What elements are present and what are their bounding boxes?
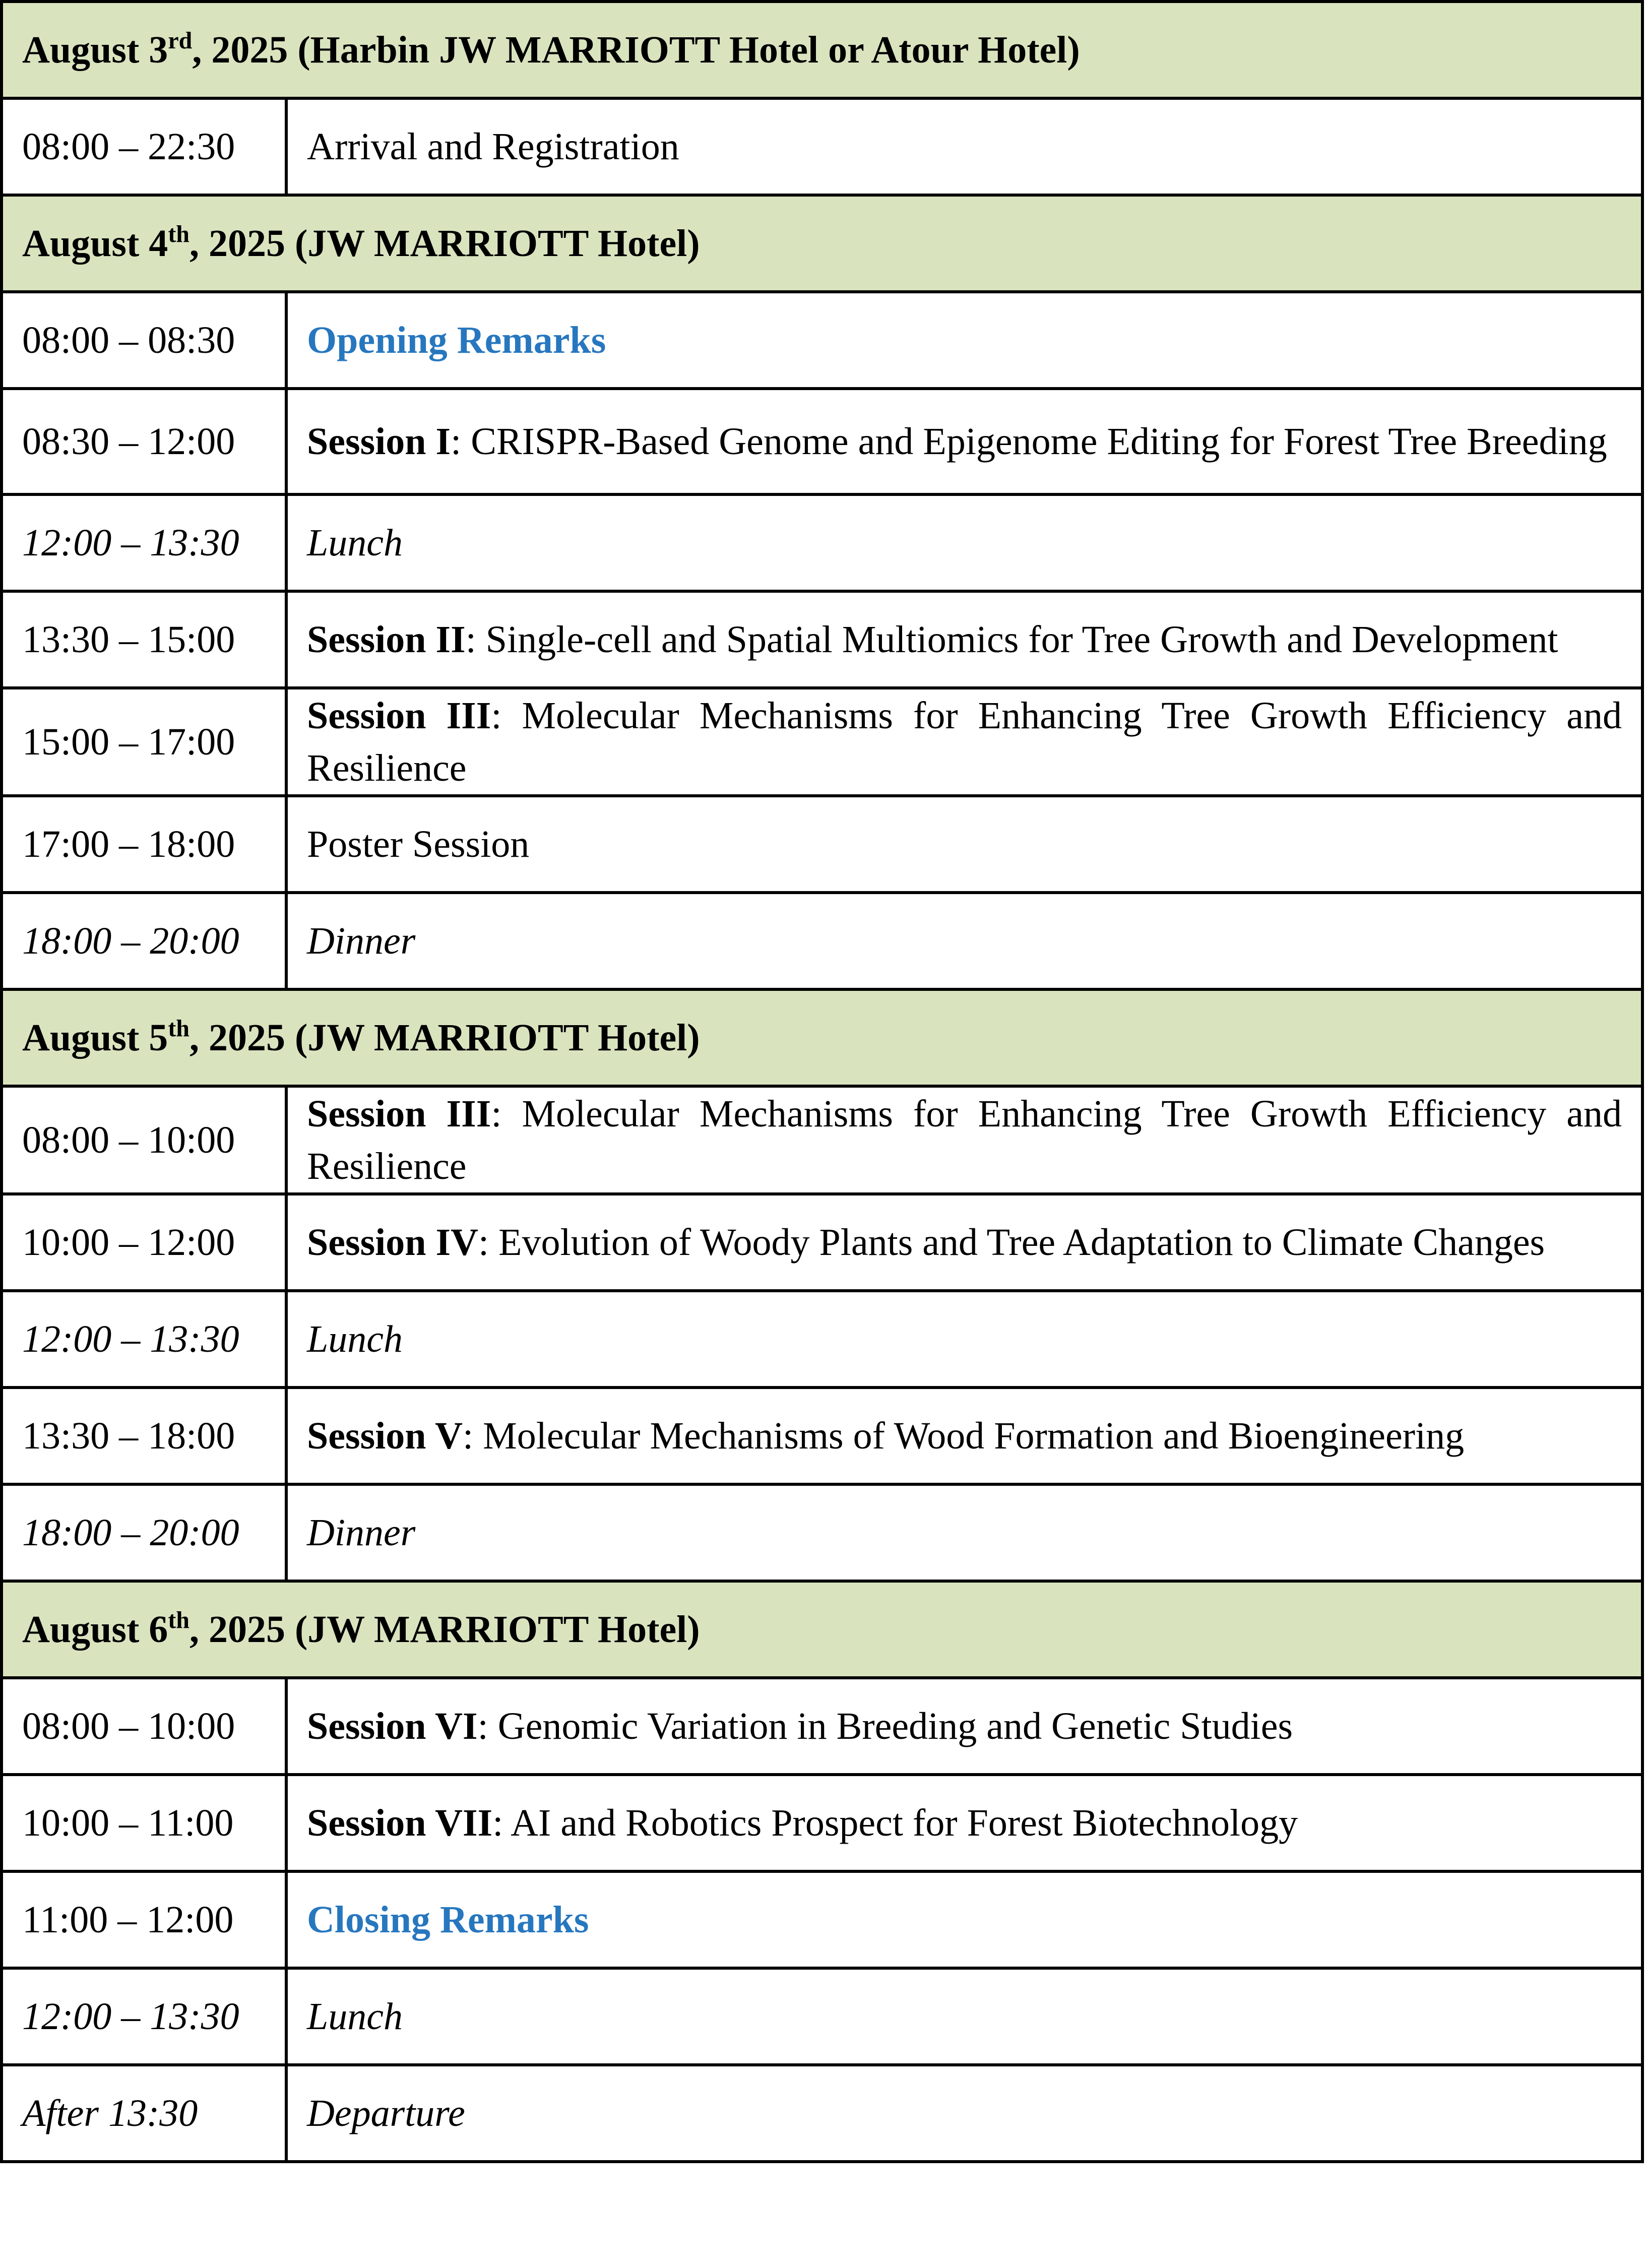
session-title: : Single-cell and Spatial Multiomics for Tree Growth and Development: [465, 618, 1558, 661]
time-cell: 12:00 – 13:30: [2, 494, 286, 591]
day-date: August 6: [22, 1608, 168, 1651]
schedule-row: [2, 893, 1642, 989]
day-date-suffix: th: [168, 1015, 189, 1042]
session-title: : Molecular Mechanisms of Wood Formation and Bioengineering: [463, 1415, 1465, 1457]
time-cell: 18:00 – 20:00: [2, 893, 286, 989]
activity-cell: [286, 1086, 1642, 1194]
activity-cell: [286, 591, 1642, 688]
closing-remarks: Closing Remarks: [286, 1871, 1642, 1968]
time-cell: 17:00 – 18:00: [2, 796, 286, 893]
activity-cell: Arrival and Registration: [286, 98, 1642, 195]
day-header-aug-3: [2, 2, 1642, 98]
schedule-row: [2, 1678, 1642, 1775]
day-header-aug-6: [2, 1581, 1642, 1678]
session-label: Session I: [307, 420, 451, 463]
activity-cell: [286, 1775, 1642, 1871]
schedule-row: [2, 1194, 1642, 1291]
schedule-row: [2, 796, 1642, 893]
time-cell: 10:00 – 12:00: [2, 1194, 286, 1291]
time-cell: 13:30 – 18:00: [2, 1388, 286, 1484]
day-venue: , 2025 (JW MARRIOTT Hotel): [189, 1608, 700, 1651]
session-label: Session IV: [307, 1221, 478, 1264]
schedule-row: [2, 2065, 1642, 2162]
time-cell: After 13:30: [2, 2065, 286, 2162]
session-label: Session V: [307, 1415, 463, 1457]
activity-cell: Lunch: [286, 494, 1642, 591]
session-title: : Evolution of Woody Plants and Tree Adaptation to Climate Changes: [478, 1221, 1545, 1264]
day-header-cell: [2, 2, 1642, 98]
day-venue: , 2025 (Harbin JW MARRIOTT Hotel or Atour Hotel): [192, 29, 1080, 71]
schedule-row: [2, 591, 1642, 688]
day-date-suffix: rd: [168, 27, 193, 54]
time-cell: 08:30 – 12:00: [2, 389, 286, 494]
activity-cell: Poster Session: [286, 796, 1642, 893]
day-header-aug-4: [2, 195, 1642, 292]
time-cell: 12:00 – 13:30: [2, 1968, 286, 2065]
schedule-row: [2, 389, 1642, 494]
time-cell: 10:00 – 11:00: [2, 1775, 286, 1871]
time-cell: 15:00 – 17:00: [2, 688, 286, 796]
day-date: August 3: [22, 29, 168, 71]
day-date-suffix: th: [168, 1607, 189, 1633]
session-title: : Molecular Mechanisms for Enhancing Tree Growth Efficiency and Resilience: [307, 695, 1622, 789]
schedule-row: [2, 1871, 1642, 1968]
time-cell: 08:00 – 08:30: [2, 292, 286, 389]
session-title: : Genomic Variation in Breeding and Genetic Studies: [477, 1705, 1293, 1747]
schedule-row: [2, 98, 1642, 195]
time-cell: 13:30 – 15:00: [2, 591, 286, 688]
activity-cell: [286, 389, 1642, 494]
day-header-aug-5: [2, 989, 1642, 1086]
schedule-row: [2, 494, 1642, 591]
session-label: Session VI: [307, 1705, 478, 1747]
time-cell: 12:00 – 13:30: [2, 1291, 286, 1388]
activity-cell: [286, 1194, 1642, 1291]
time-cell: 11:00 – 12:00: [2, 1871, 286, 1968]
activity-cell: Departure: [286, 2065, 1642, 2162]
day-header-cell: [2, 989, 1642, 1086]
schedule-row: [2, 1291, 1642, 1388]
day-date-suffix: th: [168, 221, 189, 247]
session-label: Session II: [307, 618, 466, 661]
time-cell: 08:00 – 10:00: [2, 1086, 286, 1194]
activity-cell: Dinner: [286, 1484, 1642, 1581]
session-label: Session III: [307, 695, 491, 737]
time-cell: 18:00 – 20:00: [2, 1484, 286, 1581]
session-title: : CRISPR-Based Genome and Epigenome Editing for Forest Tree Breeding: [451, 420, 1607, 463]
session-label: Session VII: [307, 1802, 493, 1844]
schedule-row: [2, 1388, 1642, 1484]
activity-cell: Lunch: [286, 1291, 1642, 1388]
schedule-row: [2, 292, 1642, 389]
activity-cell: [286, 1678, 1642, 1775]
session-label: Session III: [307, 1093, 491, 1135]
day-date: August 4: [22, 222, 168, 265]
session-title: : AI and Robotics Prospect for Forest Biotechnology: [492, 1802, 1298, 1844]
time-cell: 08:00 – 10:00: [2, 1678, 286, 1775]
time-cell: 08:00 – 22:30: [2, 98, 286, 195]
activity-cell: Dinner: [286, 893, 1642, 989]
schedule-row: [2, 688, 1642, 796]
day-header-cell: [2, 195, 1642, 292]
activity-cell: [286, 1388, 1642, 1484]
schedule-row: [2, 1775, 1642, 1871]
day-venue: , 2025 (JW MARRIOTT Hotel): [189, 1017, 700, 1059]
schedule-row: [2, 1484, 1642, 1581]
session-title: : Molecular Mechanisms for Enhancing Tree Growth Efficiency and Resilience: [307, 1093, 1622, 1187]
day-date: August 5: [22, 1017, 168, 1059]
day-header-cell: [2, 1581, 1642, 1678]
schedule-row: [2, 1968, 1642, 2065]
schedule-row: [2, 1086, 1642, 1194]
activity-cell: Lunch: [286, 1968, 1642, 2065]
activity-cell: [286, 688, 1642, 796]
day-venue: , 2025 (JW MARRIOTT Hotel): [189, 222, 700, 265]
opening-remarks: Opening Remarks: [286, 292, 1642, 389]
